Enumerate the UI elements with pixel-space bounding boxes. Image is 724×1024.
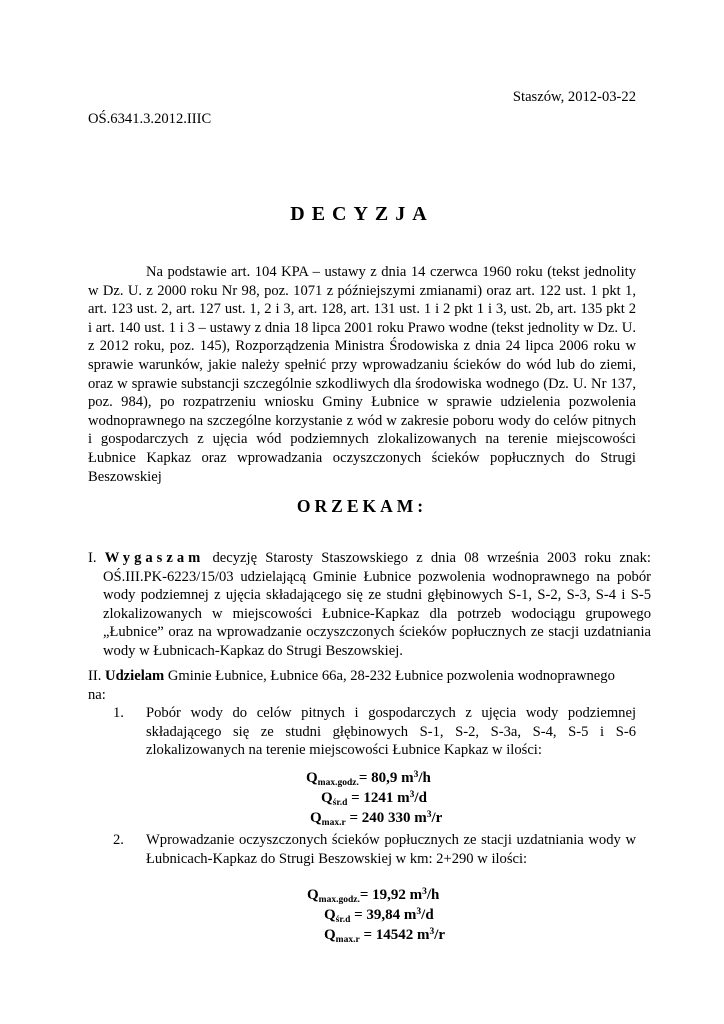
point-2-verb: Udzielam — [105, 668, 165, 684]
formula-block-2 — [307, 885, 527, 945]
list-item-number: 2. — [113, 832, 124, 848]
orzekam-heading: ORZEKAM: — [296, 496, 428, 516]
list-item-text: Pobór wody do celów pitnych i gospodarczych z ujęcia wody podziemnej składającego się ze studni głębinowych S-1, S-2, S-3a, S-4, S-5 i S-6 zlokalizowanych na terenie miejscowości Łubnice Kapkaz w ilości: — [146, 705, 636, 759]
point-2-text: Gminie Łubnice, Łubnice 66a, 28-232 Łubnice pozwolenia wodnoprawnego na: — [88, 668, 615, 703]
point-1 — [88, 549, 651, 661]
formula-qmax-godz: $Q_{max.godz.}= 19,92$ $m^3/h$ — [307, 887, 440, 905]
list-item-2 — [113, 831, 636, 868]
formula-qsr-d: $Q_{śr.d} = 39,84$ $m^3/d$ — [324, 907, 434, 925]
intro-paragraph: Na podstawie art. 104 KPA – ustawy z dnia 14 czerwca 1960 roku (tekst jednolity w Dz. U. z 2000 roku Nr 98, poz. 1071 z późniejszymi zmianami) oraz art. 122 ust. 1 pkt 1, art. 123 ust. 2, art. 127 ust. 1, 2 i 3, art. 128, art. 131 ust. 1 i 2 pkt 1 i 3, ust. 2b, art. 135 pkt 2 i art. 140 ust. 1 i 3 – ustawy z dnia 18 lipca 2001 roku Prawo wodne (tekst jednolity w Dz. U. z 2012 roku, poz. 145), Rozporządzenia Ministra Środowiska z dnia 24 lipca 2006 roku w sprawie warunków, jakie należy spełnić przy wprowadzaniu ścieków do wód lub do ziemi, oraz w sprawie substancji szczególnie szkodliwych dla środowiska wodnego (Dz. U. Nr 137, poz. 984), po rozpatrzeniu wniosku Gminy Łubnice w sprawie udzielenia pozwolenia wodnoprawnego na szczególne korzystanie z wód w zakresie poboru wody do celów pitnych i gospodarczych z ujęcia wód podziemnych zlokalizowanych na terenie miejscowości Łubnice Kapkaz oraz wprowadzania oczyszczonych ścieków popłucznych do Strugi Beszowskiej — [88, 264, 636, 485]
formula-block-1 — [306, 768, 526, 828]
list-item-1 — [113, 704, 636, 760]
point-2 — [88, 667, 636, 704]
formula-qsr-d: $Q_{śr.d} = 1241$ $m^3/d$ — [321, 790, 427, 808]
formula-qmax-godz: $Q_{max.godz.}= 80,9$ $m^3/h$ — [306, 770, 431, 788]
formula-qmax-r: $Q_{max.r} = 240$ 330 $m^3/r$ — [310, 810, 443, 828]
point-1-verb: Wygaszam — [104, 550, 205, 566]
reference-number: OŚ.6341.3.2012.IIIC — [88, 111, 212, 127]
place-and-date: Staszów, 2012-03-22 — [512, 89, 636, 105]
formula-qmax-r: $Q_{max.r} = 14542$ $m^3/r$ — [324, 927, 446, 945]
point-1-numeral: I. — [88, 550, 97, 566]
list-item-text: Wprowadzanie oczyszczonych ścieków popłucznych ze stacji uzdatniania wody w Łubnicach-Kapkaz do Strugi Beszowskiej w km: 2+290 w ilości: — [146, 832, 636, 867]
document-title: DECYZJA — [290, 203, 434, 225]
point-2-numeral: II. — [88, 668, 102, 684]
point-1-text: decyzję Starosty Staszowskiego z dnia 08 września 2003 roku znak: OŚ.III.PK-6223/15/03 udzielającą Gminie Łubnice pozwolenia wodnoprawnego na pobór wody podziemnej z ujęcia składającego się ze studni głębinowych S-1, S-2, S-3, S-4 i S-5 zlokalizowanych w miejscowości Łubnice-Kapkaz dla potrzeb wodociągu grupowego „Łubnice” oraz na wprowadzanie oczyszczonych ścieków popłucznych ze stacji uzdatniania wody w Łubnicach-Kapkaz do Strugi Beszowskiej. — [103, 550, 651, 659]
list-item-number: 1. — [113, 705, 124, 721]
